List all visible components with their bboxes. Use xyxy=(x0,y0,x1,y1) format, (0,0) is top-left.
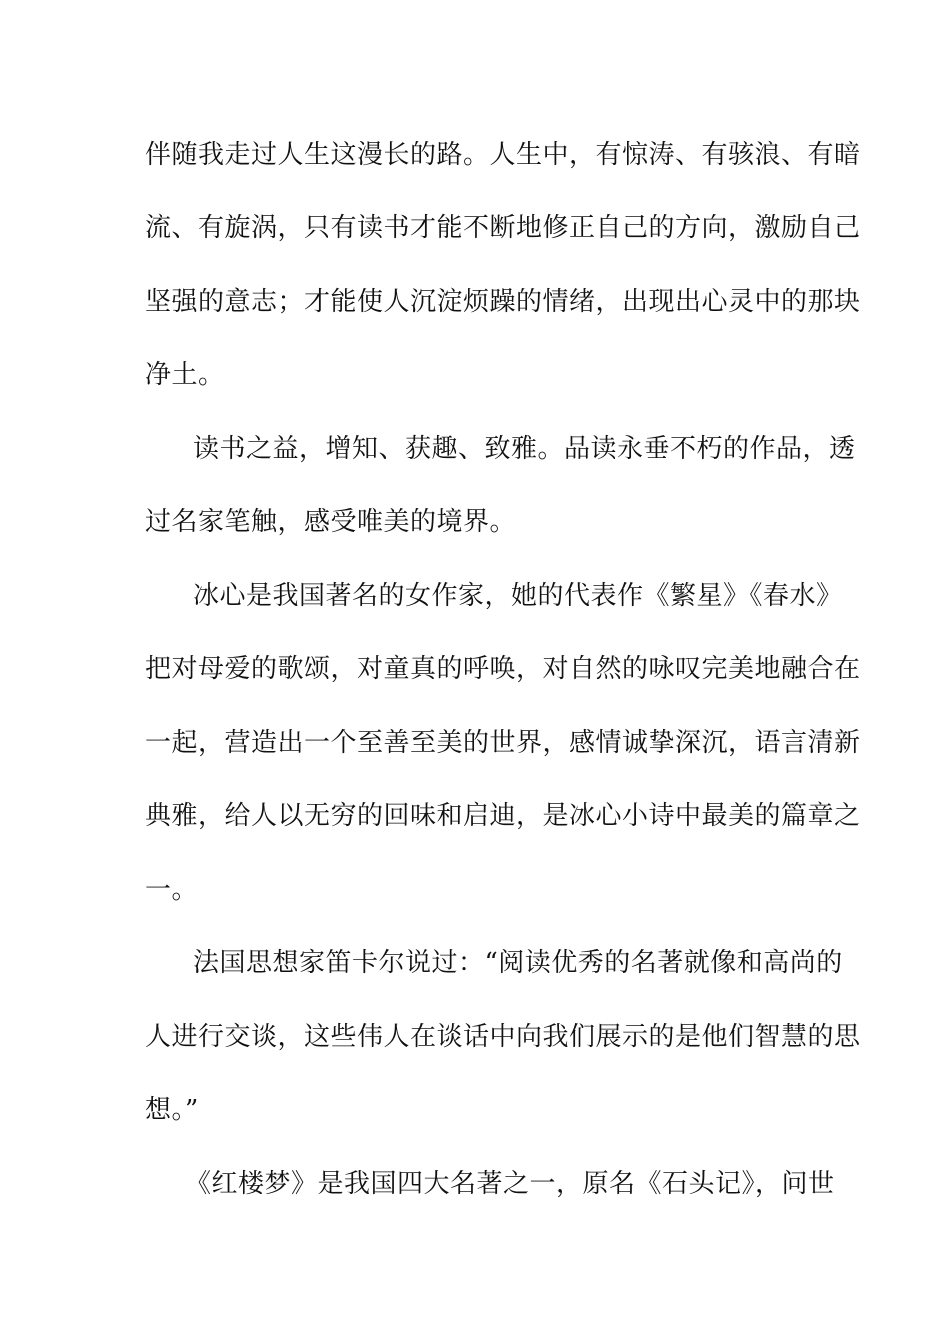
text-line: 把对母爱的歌颂，对童真的呼唤，对自然的咏叹完美地融合在 xyxy=(145,654,861,684)
paragraph-start-line: 《红楼梦》是我国四大名著之一，原名《石头记》，问世 xyxy=(185,1169,835,1199)
text-line: 流、有旋涡，只有读书才能不断地修正自己的方向，激励自己 xyxy=(145,213,861,243)
text-line: 坚强的意志；才能使人沉淀烦躁的情绪，出现出心灵中的那块 xyxy=(145,287,861,317)
text-line: 人进行交谈，这些伟人在谈话中向我们展示的是他们智慧的思 xyxy=(145,1022,861,1052)
paragraph-start-line: 法国思想家笛卡尔说过：“阅读优秀的名著就像和高尚的 xyxy=(193,948,843,978)
paragraph-start-line: 冰心是我国著名的女作家，她的代表作《繁星》《春水》 xyxy=(193,581,843,611)
text-line: 一。 xyxy=(145,875,199,905)
text-line: 伴随我走过人生这漫长的路。人生中，有惊涛、有骇浪、有暗 xyxy=(145,140,861,170)
text-line: 过名家笔触，感受唯美的境界。 xyxy=(145,507,517,537)
text-line: 想。” xyxy=(145,1095,199,1125)
text-line: 净土。 xyxy=(145,360,225,390)
text-line: 一起，营造出一个至善至美的世界，感情诚挚深沉，语言清新 xyxy=(145,728,861,758)
text-line: 典雅，给人以无穷的回味和启迪，是冰心小诗中最美的篇章之 xyxy=(145,801,861,831)
paragraph-start-line: 读书之益，增知、获趣、致雅。品读永垂不朽的作品，透 xyxy=(193,434,856,464)
